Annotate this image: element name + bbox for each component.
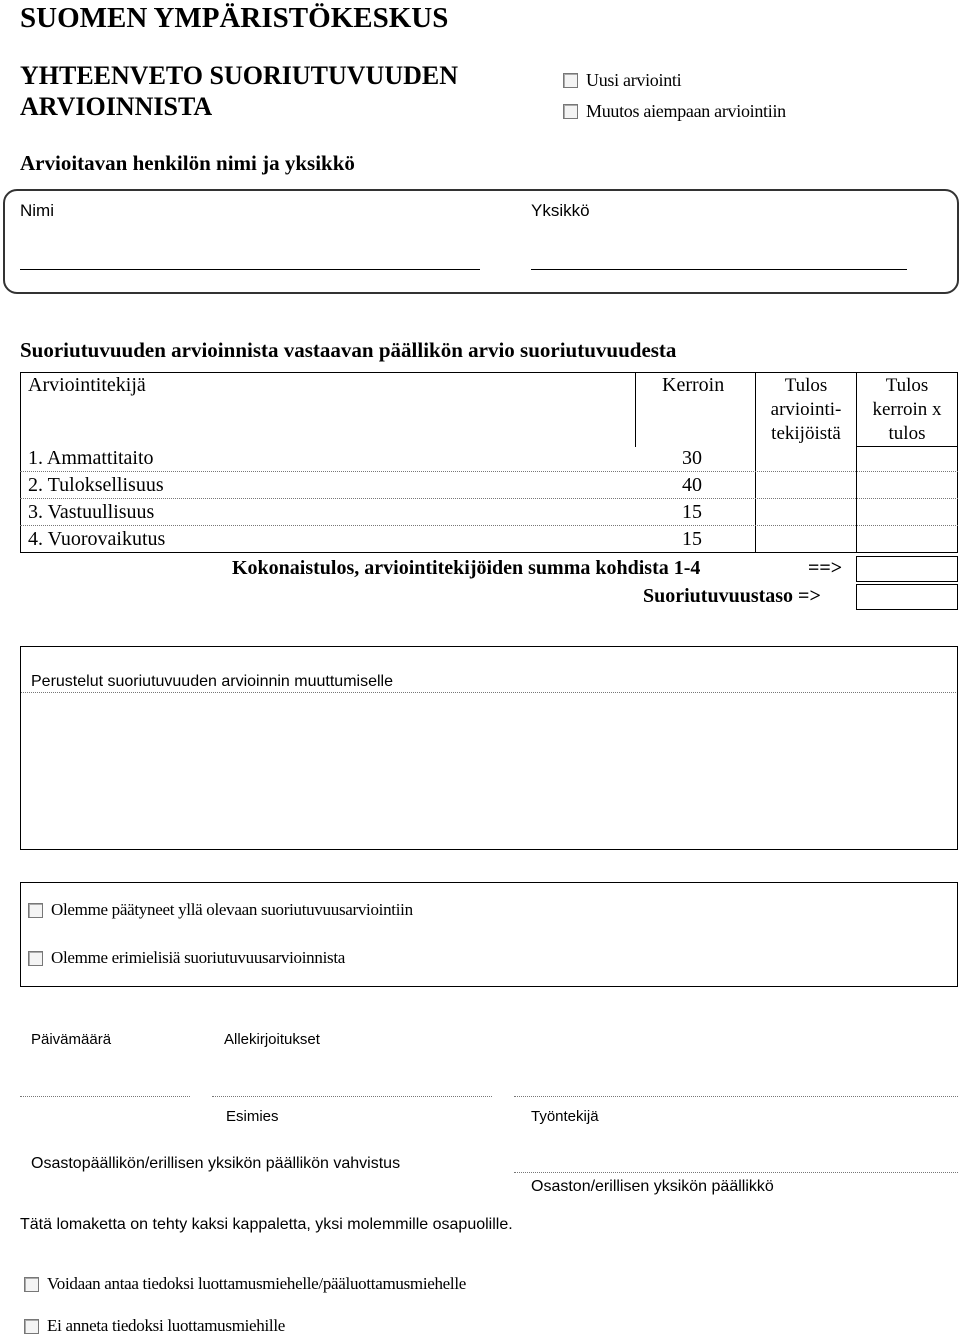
date-label: Päivämäärä: [31, 1031, 112, 1048]
factor-row-1-coefficient: 30: [682, 447, 702, 469]
checkbox-disagree[interactable]: [28, 948, 345, 968]
justification-label-underline: [21, 692, 956, 693]
table-divider: [635, 372, 636, 447]
header-result: [757, 374, 855, 446]
header-result-line1: Tulos: [784, 375, 828, 396]
justification-label: Perustelut suoriutuvuuden arvioinnin muuttumiselle: [31, 673, 393, 690]
checkbox-not-inform-label: Ei anneta tiedoksi luottamusmiehille: [47, 1316, 286, 1335]
header-factor: Arviointitekijä: [28, 374, 146, 396]
organization-name: SUOMEN YMPÄRISTÖKESKUS: [20, 2, 449, 34]
name-label: Nimi: [20, 201, 54, 220]
evaluation-section-title: Suoriutuvuuden arvioinnista vastaavan päällikön arvio suoriutuvuudesta: [20, 338, 677, 362]
factor-row-4-label: 4. Vuorovaikutus: [28, 528, 166, 550]
checkbox-icon[interactable]: [28, 903, 43, 918]
level-label: Suoriutuvuustaso =>: [643, 585, 821, 607]
agreement-box: [20, 882, 958, 987]
document-title: [20, 60, 458, 122]
factor-row-2-label: 2. Tuloksellisuus: [28, 474, 164, 496]
checkbox-icon[interactable]: [24, 1319, 39, 1334]
copies-note: Tätä lomaketta on tehty kaksi kappaletta, yksi molemmille osapuolille.: [20, 1216, 513, 1233]
factor-row-3-coefficient: 15: [682, 501, 702, 523]
header-result-line3: tekijöistä: [771, 423, 841, 444]
name-input-line[interactable]: [20, 269, 480, 270]
checkbox-agreed-label: Olemme päätyneet yllä olevaan suoriutuvuusarviointiin: [51, 900, 413, 919]
checkbox-icon[interactable]: [563, 73, 578, 88]
checkbox-icon[interactable]: [28, 951, 43, 966]
employee-label: Työntekijä: [531, 1108, 599, 1125]
row-separator: [20, 471, 958, 472]
total-arrow: ==>: [808, 557, 843, 579]
factor-row-1-label: 1. Ammattitaito: [28, 447, 154, 469]
total-result-field[interactable]: [856, 556, 958, 582]
checkbox-agreed[interactable]: [28, 900, 413, 920]
table-bottom-border: [20, 552, 958, 553]
confirmation-label: Osastopäällikön/erillisen yksikön päällikön vahvistus: [31, 1155, 401, 1172]
person-section-title: Arvioitavan henkilön nimi ja yksikkö: [20, 151, 355, 175]
header-weighted: [857, 374, 957, 446]
employee-signature-line[interactable]: [514, 1096, 958, 1097]
checkbox-new-assessment[interactable]: [563, 70, 681, 91]
table-top-border: [20, 372, 958, 373]
row-separator: [20, 498, 958, 499]
checkbox-icon[interactable]: [24, 1277, 39, 1292]
unit-label: Yksikkö: [531, 201, 590, 220]
header-weighted-line1: Tulos: [885, 375, 929, 396]
unit-input-line[interactable]: [531, 269, 907, 270]
checkbox-icon[interactable]: [563, 104, 578, 119]
checkbox-new-assessment-label: Uusi arviointi: [586, 70, 682, 90]
dept-head-label: Osaston/erillisen yksikön päällikkö: [531, 1178, 774, 1195]
header-result-line2: arviointi-: [770, 399, 842, 420]
header-weighted-line3: tulos: [888, 423, 926, 444]
header-weighted-line2: kerroin x: [872, 399, 942, 420]
factor-row-4-coefficient: 15: [682, 528, 702, 550]
supervisor-signature-line[interactable]: [212, 1096, 492, 1097]
table-header-bottom: [856, 446, 957, 447]
signatures-label: Allekirjoitukset: [224, 1031, 320, 1048]
dept-head-signature-line[interactable]: [514, 1172, 958, 1173]
checkbox-not-inform-shop-steward[interactable]: [24, 1316, 285, 1336]
document-title-line1: YHTEENVETO SUORIUTUVUUDEN: [20, 61, 458, 90]
row-separator: [20, 525, 958, 526]
supervisor-label: Esimies: [226, 1108, 279, 1125]
level-result-field[interactable]: [856, 584, 958, 610]
person-info-box: [3, 189, 959, 294]
header-coefficient: Kerroin: [662, 374, 725, 396]
total-label: Kokonaistulos, arviointitekijöiden summa kohdista 1-4: [232, 557, 701, 579]
factor-row-2-coefficient: 40: [682, 474, 702, 496]
document-title-line2: ARVIOINNISTA: [20, 92, 213, 121]
checkbox-change-assessment-label: Muutos aiempaan arviointiin: [586, 101, 786, 121]
factor-row-3-label: 3. Vastuullisuus: [28, 501, 155, 523]
checkbox-disagree-label: Olemme erimielisiä suoriutuvuusarvioinnista: [51, 948, 345, 967]
checkbox-change-assessment[interactable]: [563, 101, 786, 122]
checkbox-inform-shop-steward[interactable]: [24, 1274, 466, 1294]
date-signature-line[interactable]: [20, 1096, 190, 1097]
checkbox-inform-label: Voidaan antaa tiedoksi luottamusmiehelle/pääluottamusmiehelle: [47, 1274, 467, 1293]
